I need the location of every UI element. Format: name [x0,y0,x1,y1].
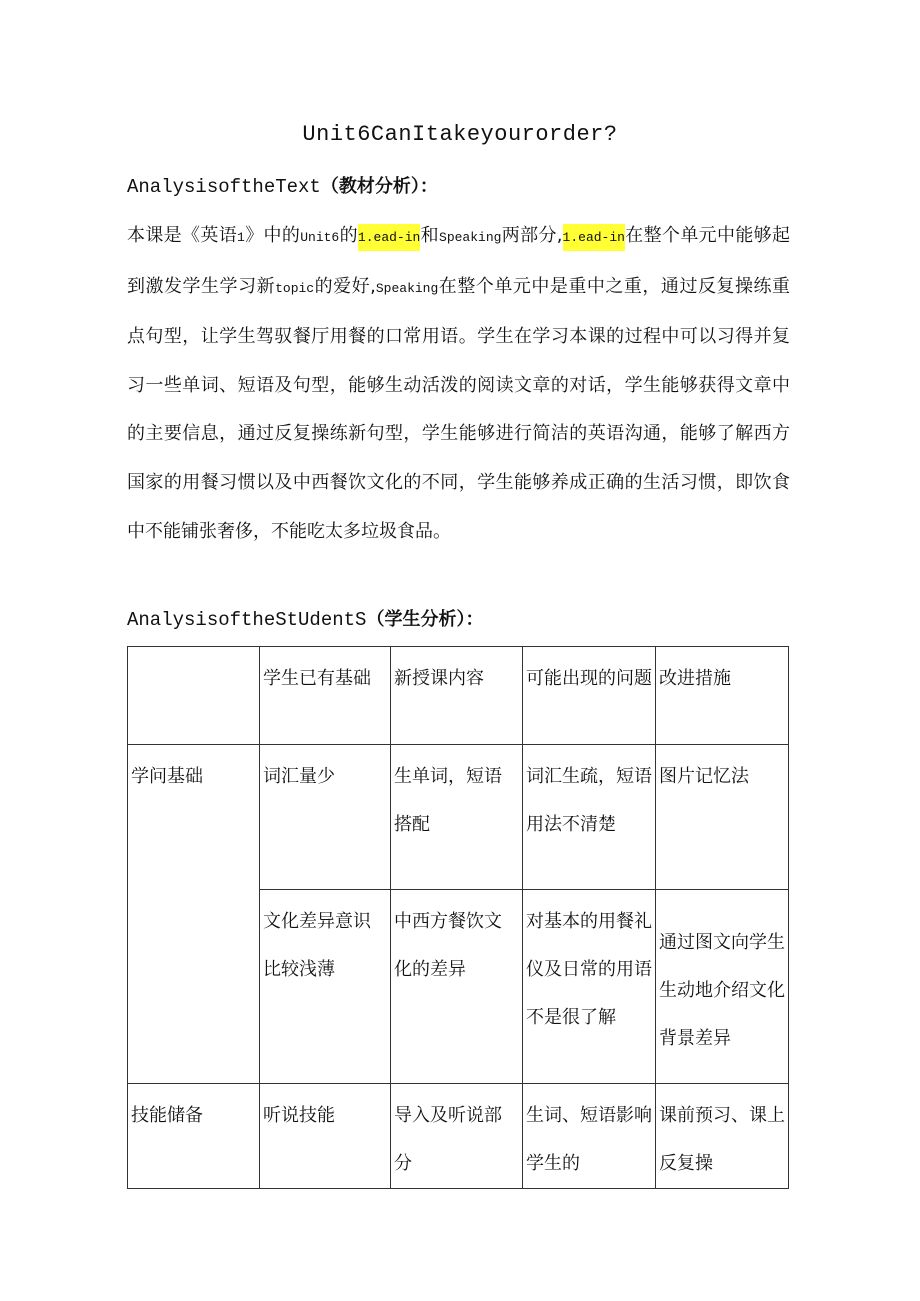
table-cell: 词汇生疏，短语用法不清楚 [523,745,656,890]
table-row [128,1084,789,1189]
table-cell: 生单词，短语搭配 [391,745,523,890]
heading-en: AnalysisoftheStUdentS [127,609,367,631]
table-cell: 词汇量少 [260,745,391,890]
header-cell: 学生已有基础 [260,647,391,745]
header-cell: 改进措施 [656,647,789,745]
para-text: 》中的 [244,225,301,246]
header-cell: 新授课内容 [391,647,523,745]
highlighted-term: 1.ead-in [563,224,625,251]
para-text: 两部分, [501,225,563,246]
para-text: 的 [339,225,358,246]
para-text: 的爱好, [314,275,376,297]
student-analysis-table [127,646,789,1189]
table-cell: 对基本的用餐礼仪及日常的用语不是很了解 [523,890,656,1084]
para-text: 和 [420,225,440,246]
student-analysis-heading [127,605,483,631]
table-cell: 听说技能 [260,1084,391,1189]
table-cell: 课前预习、课上反复操 [656,1084,789,1189]
para-text: 在整个单元中能够起到激发学生学习新 [127,225,791,297]
category-cell: 学问基础 [128,745,260,1084]
table-cell: 中西方餐饮文化的差异 [391,890,523,1084]
text-analysis-paragraph [127,212,790,556]
document-title: Unit6CanItakeyourorder? [302,122,618,147]
heading-zh: （教材分析）： [320,176,438,197]
table-cell: 通过图文向学生生动地介绍文化背景差异 [656,890,789,1084]
table-cell: 生词、短语影响学生的 [523,1084,656,1189]
table-cell: 图片记忆法 [656,745,789,890]
para-text: Speaking [439,230,502,245]
para-text: topic [275,280,315,296]
para-text: 1 [237,230,245,245]
table-cell: 导入及听说部分 [391,1084,523,1189]
header-cell [128,647,260,745]
para-text: Unit6 [300,230,340,245]
para-text: Speaking [375,280,439,296]
highlighted-term: 1.ead-in [358,224,420,251]
heading-zh: （学生分析）： [366,609,484,630]
table-cell: 文化差异意识比较浅薄 [260,890,391,1084]
para-text: 在整个单元中是重中之重，通过反复操练重点句型，让学生驾驭餐厅用餐的口常用语。学生在学习本课的过程中可以习得并复习一些单词、短语及句型，能够生动活泼的阅读文章的对话，学生能够获得文章中的主要信息，通过反复操练新句型，学生能够进行简洁的英语沟通，能够了解西方国家的用餐习惯以及中西餐饮文化的不同，学生能够养成正确的生活习惯，即饮食中不能铺张奢侈，不能吃太多垃圾食品。 [127,275,790,542]
para-text: 本课是《英语 [127,225,238,246]
category-cell: 技能储备 [128,1084,260,1189]
text-analysis-heading [127,172,438,198]
heading-en: AnalysisoftheText [127,176,321,198]
table-header-row [128,647,789,745]
header-cell: 可能出现的问题 [523,647,656,745]
table-row [128,745,789,890]
